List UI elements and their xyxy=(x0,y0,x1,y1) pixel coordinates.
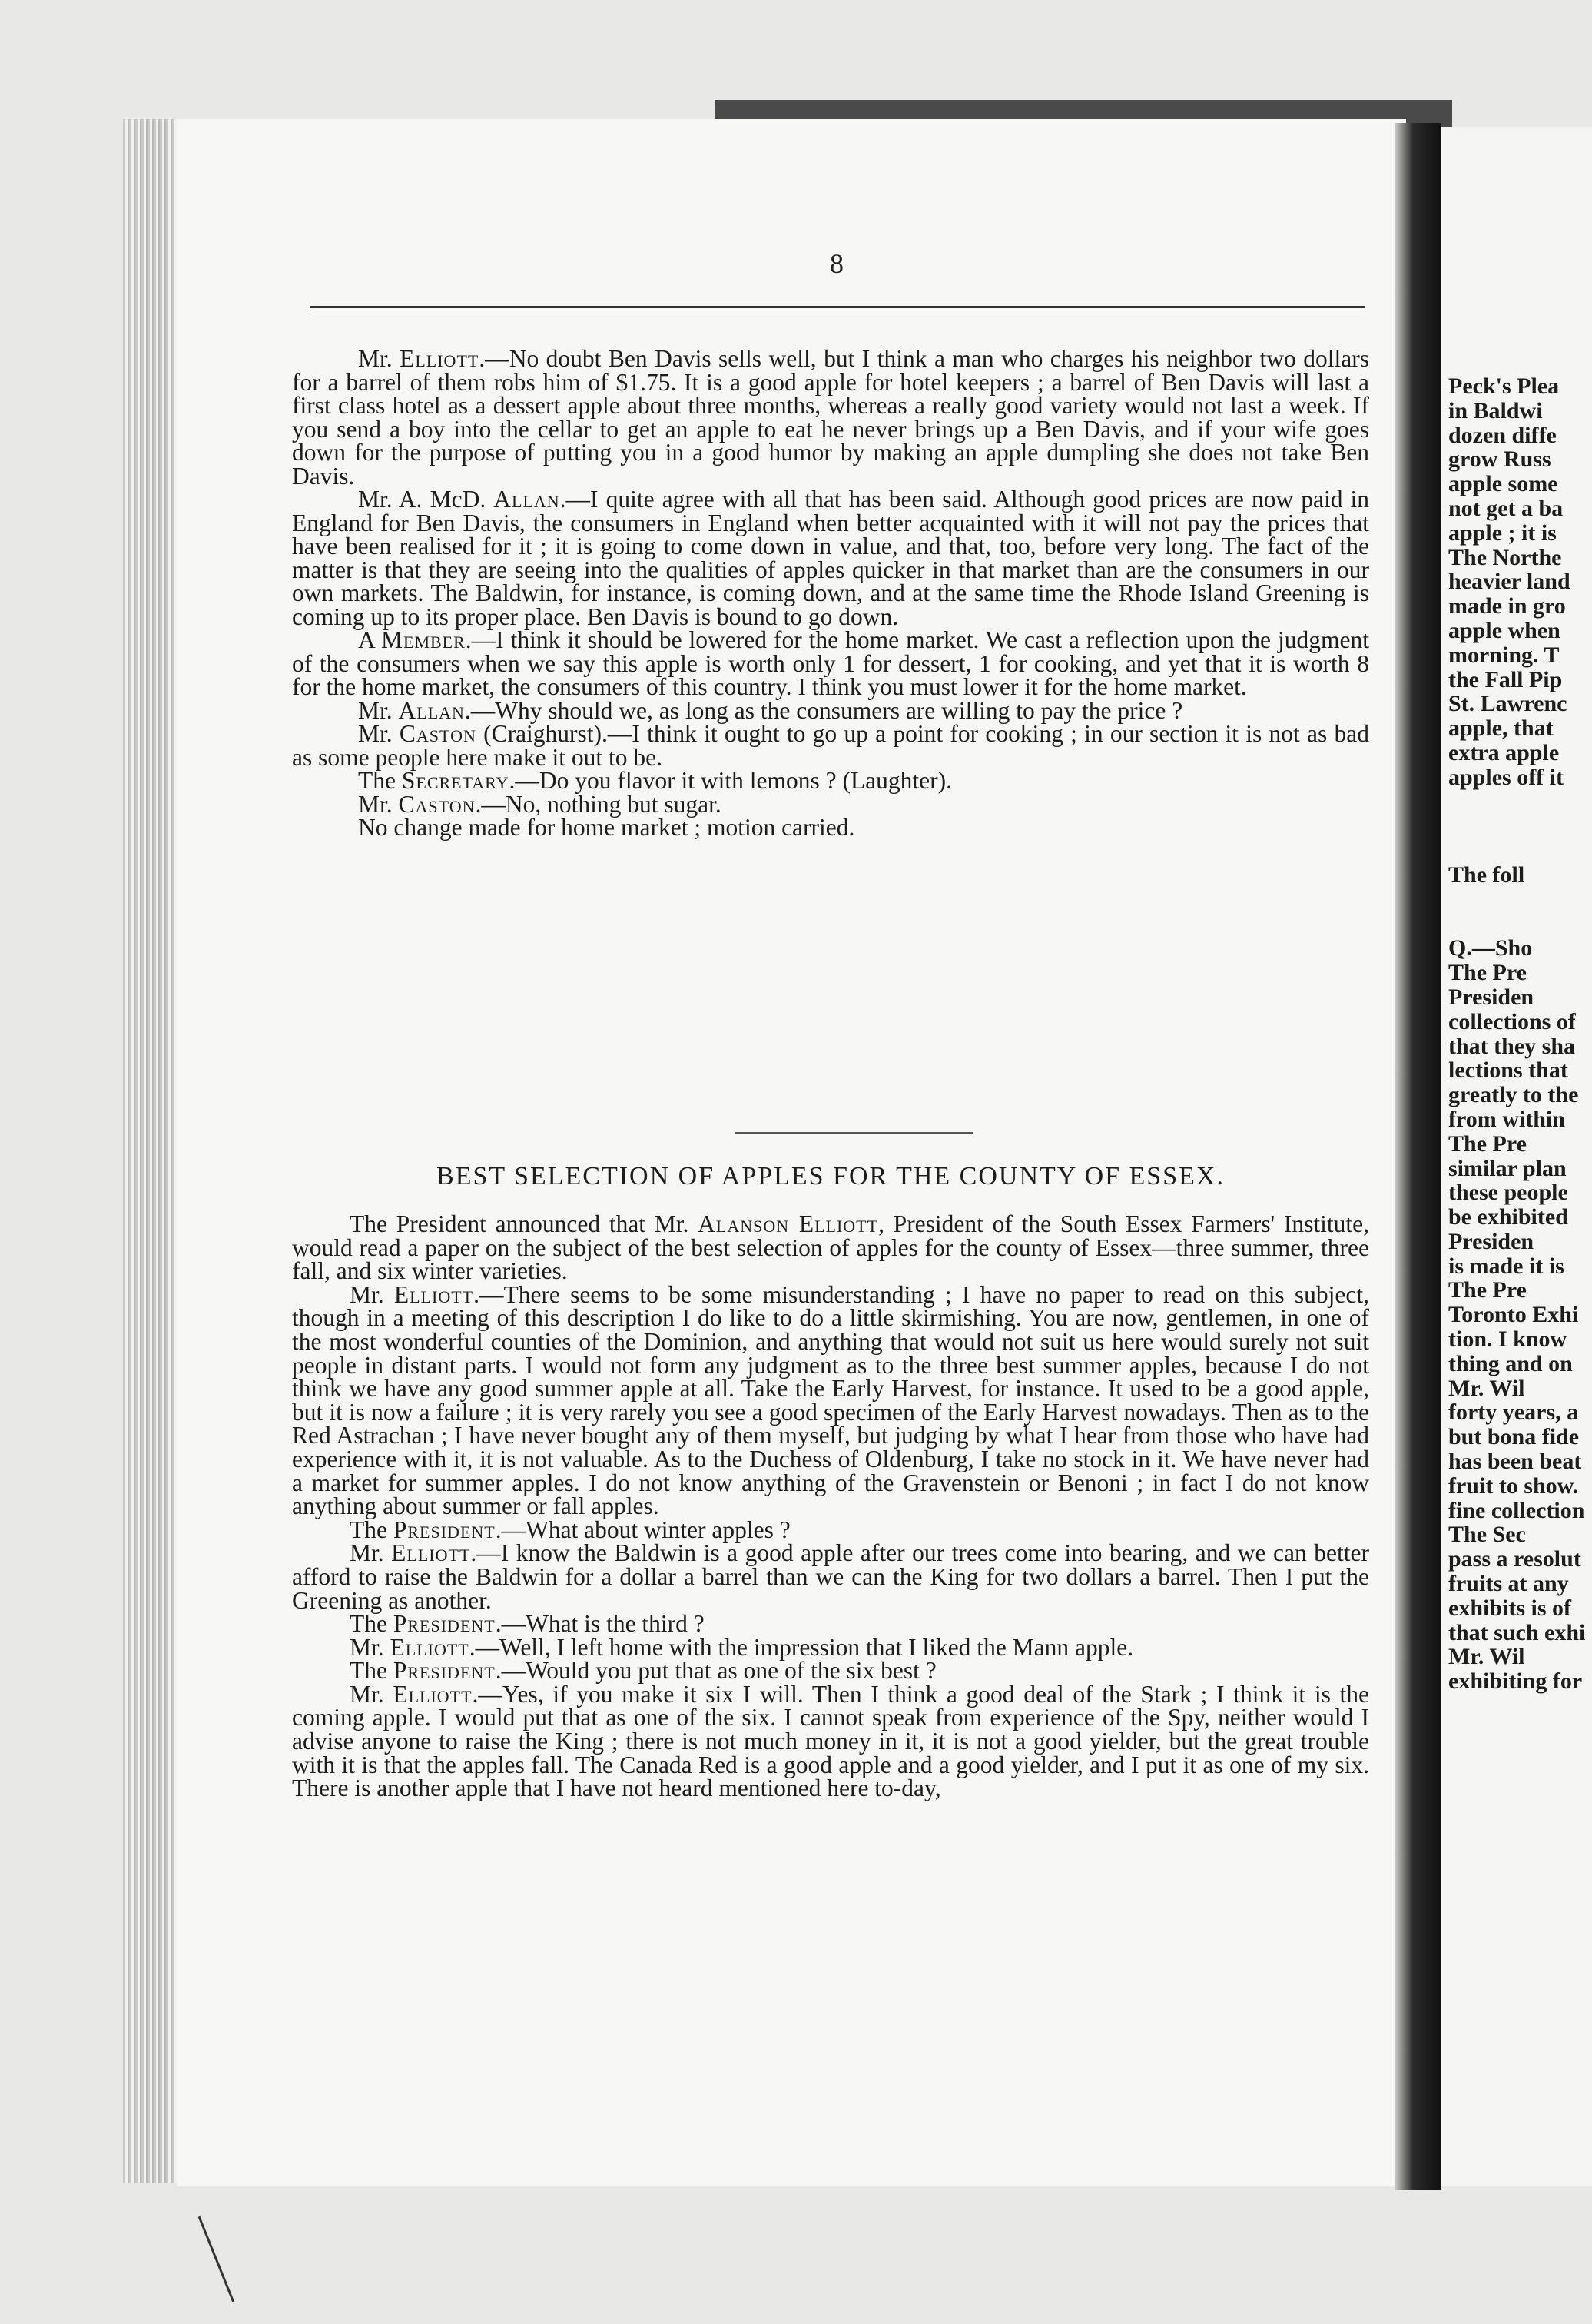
paragraph-body: .—Would you put that as one of the six best ? xyxy=(495,1657,937,1685)
speaker-name: President xyxy=(393,1516,496,1543)
paragraph-body: .—What about winter apples ? xyxy=(495,1516,791,1543)
speaker-name: Secretary xyxy=(401,767,509,794)
speaker-name: Member xyxy=(381,626,466,653)
adjacent-page-line: made in gro xyxy=(1448,593,1566,619)
adjacent-page-line: apple when xyxy=(1448,617,1560,643)
paragraph xyxy=(292,790,1369,818)
adjacent-page-line: that such exhi xyxy=(1448,1619,1586,1645)
paragraph-body: .—Yes, if you make it six I will. Then I think a good deal of the Stark ; I think it is the coming apple. I would put that as one of the six. I cannot speak from experience of the Spy, neither would I advise anyone to raise the King ; there is not much money in it, it is not a good yielder, but the great trouble with it is that the apples fall. The Canada Red is a good apple and a good yielder, and I put it as one of my six. There is another apple that I have not heard mentioned here to-day, xyxy=(292,1680,1369,1802)
paragraph xyxy=(292,1659,1369,1683)
header-rule xyxy=(310,306,1365,308)
paragraph xyxy=(292,1612,1369,1636)
paragraph xyxy=(292,722,1369,769)
discussion-text-bottom xyxy=(292,1210,1370,1802)
adjacent-page-line: greatly to the xyxy=(1448,1082,1579,1108)
speaker-name: Elliott xyxy=(391,1539,471,1567)
adjacent-page-line: fruit to show. xyxy=(1448,1472,1579,1499)
paragraph-lead: The xyxy=(350,1516,393,1543)
adjacent-page-line: The Pre xyxy=(1448,1130,1527,1157)
speaker-name: President xyxy=(393,1657,496,1685)
speaker-name: Elliott xyxy=(393,1280,474,1308)
adjacent-page-line: forty years, a xyxy=(1448,1399,1579,1426)
paragraph-body: .—I think it should be lowered for the home market. We cast a reflection upon the judgment of the consumers when we say this apple is worth only 1 for dessert, 1 for cooking, and yet that it is worth 8 for the home market, the consumers of this country. I think you must lower it for the home market. xyxy=(292,626,1369,700)
adjacent-page-line: not get a ba xyxy=(1448,495,1564,521)
adjacent-page-line: Q.—Sho xyxy=(1448,935,1533,961)
adjacent-page-line: St. Lawrenc xyxy=(1448,691,1567,717)
paragraph xyxy=(292,1210,1370,1285)
adjacent-page-line: dozen diffe xyxy=(1448,422,1557,448)
paragraph-body: (Craighurst).—I think it ought to go up a point for cooking ; in our section it is not as bad as some people here make it out to be. xyxy=(292,720,1369,771)
adjacent-page-line: The Pre xyxy=(1448,960,1527,986)
adjacent-page-line: these people xyxy=(1448,1180,1568,1206)
paragraph-lead: Mr. xyxy=(358,345,400,372)
adjacent-page-line: exhibits is of xyxy=(1448,1595,1572,1621)
paragraph xyxy=(292,1280,1369,1520)
section-divider xyxy=(735,1132,973,1134)
paragraph-lead: Mr. xyxy=(358,790,399,818)
adjacent-page-line: similar plan xyxy=(1448,1155,1567,1181)
paragraph-body: .—Why should we, as long as the consumers are willing to pay the price ? xyxy=(464,696,1183,724)
paragraph-lead: The xyxy=(350,1610,393,1638)
adjacent-page-line: Presiden xyxy=(1448,1228,1534,1254)
adjacent-page-line: apple some xyxy=(1448,471,1558,497)
adjacent-page-line: The Pre xyxy=(1448,1277,1527,1303)
adjacent-page-line: collections of xyxy=(1448,1008,1576,1034)
adjacent-page-line: Presiden xyxy=(1448,984,1534,1010)
paragraph-body: , President of the South Essex Farmers' Institute, would read a paper on the subject of the best selection of apples for the county of Essex—three summer, three fall, and six winter varieties. xyxy=(292,1210,1370,1285)
paragraph xyxy=(292,816,1369,840)
adjacent-page-line: Mr. Wil xyxy=(1448,1375,1525,1401)
book-gutter xyxy=(1395,123,1441,2190)
paragraph-lead: The xyxy=(350,1657,393,1685)
speaker-name: Allan xyxy=(493,486,560,513)
paragraph-lead: Mr. xyxy=(350,1280,394,1308)
adjacent-page-line: Toronto Exhi xyxy=(1448,1302,1579,1328)
speaker-name: Caston xyxy=(399,720,476,747)
paragraph-body: .—What is the third ? xyxy=(495,1610,705,1638)
book-page-edges xyxy=(123,119,177,2183)
adjacent-page-line: is made it is xyxy=(1448,1253,1564,1279)
film-scratch xyxy=(198,2216,235,2302)
adjacent-page-line: the Fall Pip xyxy=(1448,666,1563,692)
adjacent-page-line: that they sha xyxy=(1448,1033,1576,1059)
adjacent-page-line: The Northe xyxy=(1448,544,1562,570)
paragraph-lead: Mr. A. McD. xyxy=(358,486,494,513)
adjacent-page-line: be exhibited xyxy=(1448,1204,1568,1230)
page-number: 8 xyxy=(830,248,844,279)
adjacent-page-line: heavier land xyxy=(1448,569,1570,595)
paragraph-body: .—I know the Baldwin is a good apple after our trees come into bearing, and we can better afford to raise the Baldwin for a dollar a barrel than we can the King for two dollars a barrel. Then I put the Greening as another. xyxy=(292,1539,1369,1614)
paragraph xyxy=(292,1633,1369,1661)
paragraph xyxy=(292,769,1369,793)
paragraph-body: .—No, nothing but sugar. xyxy=(475,790,721,818)
paragraph-lead: Mr. xyxy=(358,720,400,747)
adjacent-page-line: Mr. Wil xyxy=(1448,1644,1525,1670)
paragraph-body: .—No doubt Ben Davis sells well, but I think a man who charges his neighbor two dollars for a barrel of them robs him of $1.75. It is a good apple for hotel keepers ; a barrel of Ben Davis will last a first class hotel as a dessert apple about three months, whereas a really good variety would not last a week. If you send a boy into the cellar to get an apple to eat he never brings up a Ben Davis, and if your wife goes down for the purpose of putting you in a good humor by making an apple dumpling she does not take Ben Davis. xyxy=(292,345,1370,490)
paragraph xyxy=(292,1680,1369,1802)
speaker-name: President xyxy=(393,1610,496,1638)
paragraph-lead: Mr. xyxy=(350,1539,392,1567)
paragraph-lead: Mr. xyxy=(350,1680,393,1708)
adjacent-page-line: morning. T xyxy=(1448,642,1560,668)
paragraph-body: .—Well, I left home with the impression that I liked the Mann apple. xyxy=(469,1633,1134,1661)
speaker-name: Elliott xyxy=(400,345,479,372)
paragraph xyxy=(292,347,1369,488)
adjacent-page-line: apple, that xyxy=(1448,715,1554,742)
adjacent-page-text xyxy=(1448,374,1585,1694)
adjacent-page-line: grow Russ xyxy=(1448,447,1551,473)
adjacent-page-line: pass a resolut xyxy=(1448,1546,1581,1572)
paragraph-lead: The xyxy=(358,767,402,794)
adjacent-page-line: apples off it xyxy=(1448,764,1564,790)
speaker-name: Elliott xyxy=(393,1680,473,1708)
adjacent-page-line: The Sec xyxy=(1448,1522,1526,1548)
paragraph-lead: A xyxy=(358,626,381,653)
speaker-name: Allan xyxy=(398,696,465,724)
paragraph-lead: Mr. xyxy=(350,1633,390,1661)
adjacent-page-line: from within xyxy=(1448,1106,1565,1132)
adjacent-page-line: thing and on xyxy=(1448,1350,1573,1376)
adjacent-page-line: in Baldwi xyxy=(1448,397,1543,423)
adjacent-page-line: The foll xyxy=(1448,862,1525,888)
paragraph-body: .—I quite agree with all that has been said. Although good prices are now paid in England for Ben Davis, the consumers in England when better acquainted with it will not pay the prices that have been realised for it ; it is going to come down in value, and that, too, before very long. The fact of the matter is that they are seeing into the qualities of apples quicker in that market than are the consumers in our own markets. The Baldwin, for instance, is coming down, and at the same time the Rhode Island Greening is coming up to its proper place. Ben Davis is bound to go down. xyxy=(292,486,1370,630)
section-heading: BEST SELECTION OF APPLES FOR THE COUNTY OF ESSEX. xyxy=(436,1162,1225,1190)
paragraph xyxy=(292,1539,1369,1614)
speaker-name: Alanson Elliott xyxy=(698,1210,879,1237)
speaker-name: Elliott xyxy=(390,1633,469,1661)
adjacent-page-line: extra apple xyxy=(1448,739,1560,765)
paragraph-body: No change made for home market ; motion carried. xyxy=(358,814,855,841)
adjacent-page-line: apple ; it is xyxy=(1448,520,1557,546)
adjacent-page-line: lections that xyxy=(1448,1057,1568,1084)
paragraph xyxy=(292,696,1369,724)
adjacent-page-line: has been beat xyxy=(1448,1449,1582,1475)
discussion-text-top xyxy=(292,347,1369,840)
paragraph-lead: Mr. xyxy=(358,696,399,724)
paragraph xyxy=(292,626,1369,700)
adjacent-page-line: tion. I know xyxy=(1448,1326,1567,1353)
paragraph-body: .—There seems to be some misunderstanding ; I have no paper to read on this subject, though in a meeting of this description I do like to do a little skirmishing. You are now, gentlemen, in one of the most wonderful counties of the Dominion, and anything that would not suit us here would surely not suit people in distant parts. I would not form any judgment as to the three best summer apples, because I do not think we have any good summer apple at all. Take the Early Harvest, for instance. It used to be a good apple, but it is now a failure ; it is very rarely you see a good specimen of the Early Harvest nowadays. Then as to the Red Astrachan ; I have never bought any of them myself, but judging by what I hear from those who have had experience with it, it is not valuable. As to the Duchess of Oldenburg, I take no stock in it. We have never had a market for summer apples. I do not know anything of the Gravenstein or Benoni ; in fact I do not know anything about summer or fall apples. xyxy=(292,1280,1369,1520)
speaker-name: Caston xyxy=(398,790,476,818)
adjacent-page-line: fine collection xyxy=(1448,1497,1585,1523)
adjacent-page-line: but bona fide xyxy=(1448,1424,1580,1450)
paragraph-lead: The President announced that Mr. xyxy=(350,1210,698,1237)
adjacent-page-line: Peck's Plea xyxy=(1448,374,1560,399)
paragraph xyxy=(292,488,1369,629)
paragraph xyxy=(292,1516,1369,1543)
paragraph-body: .—Do you flavor it with lemons ? (Laughter). xyxy=(509,767,953,794)
adjacent-page xyxy=(1441,127,1592,2186)
adjacent-page-line: exhibiting for xyxy=(1448,1668,1583,1695)
adjacent-page-line: fruits at any xyxy=(1448,1571,1569,1597)
